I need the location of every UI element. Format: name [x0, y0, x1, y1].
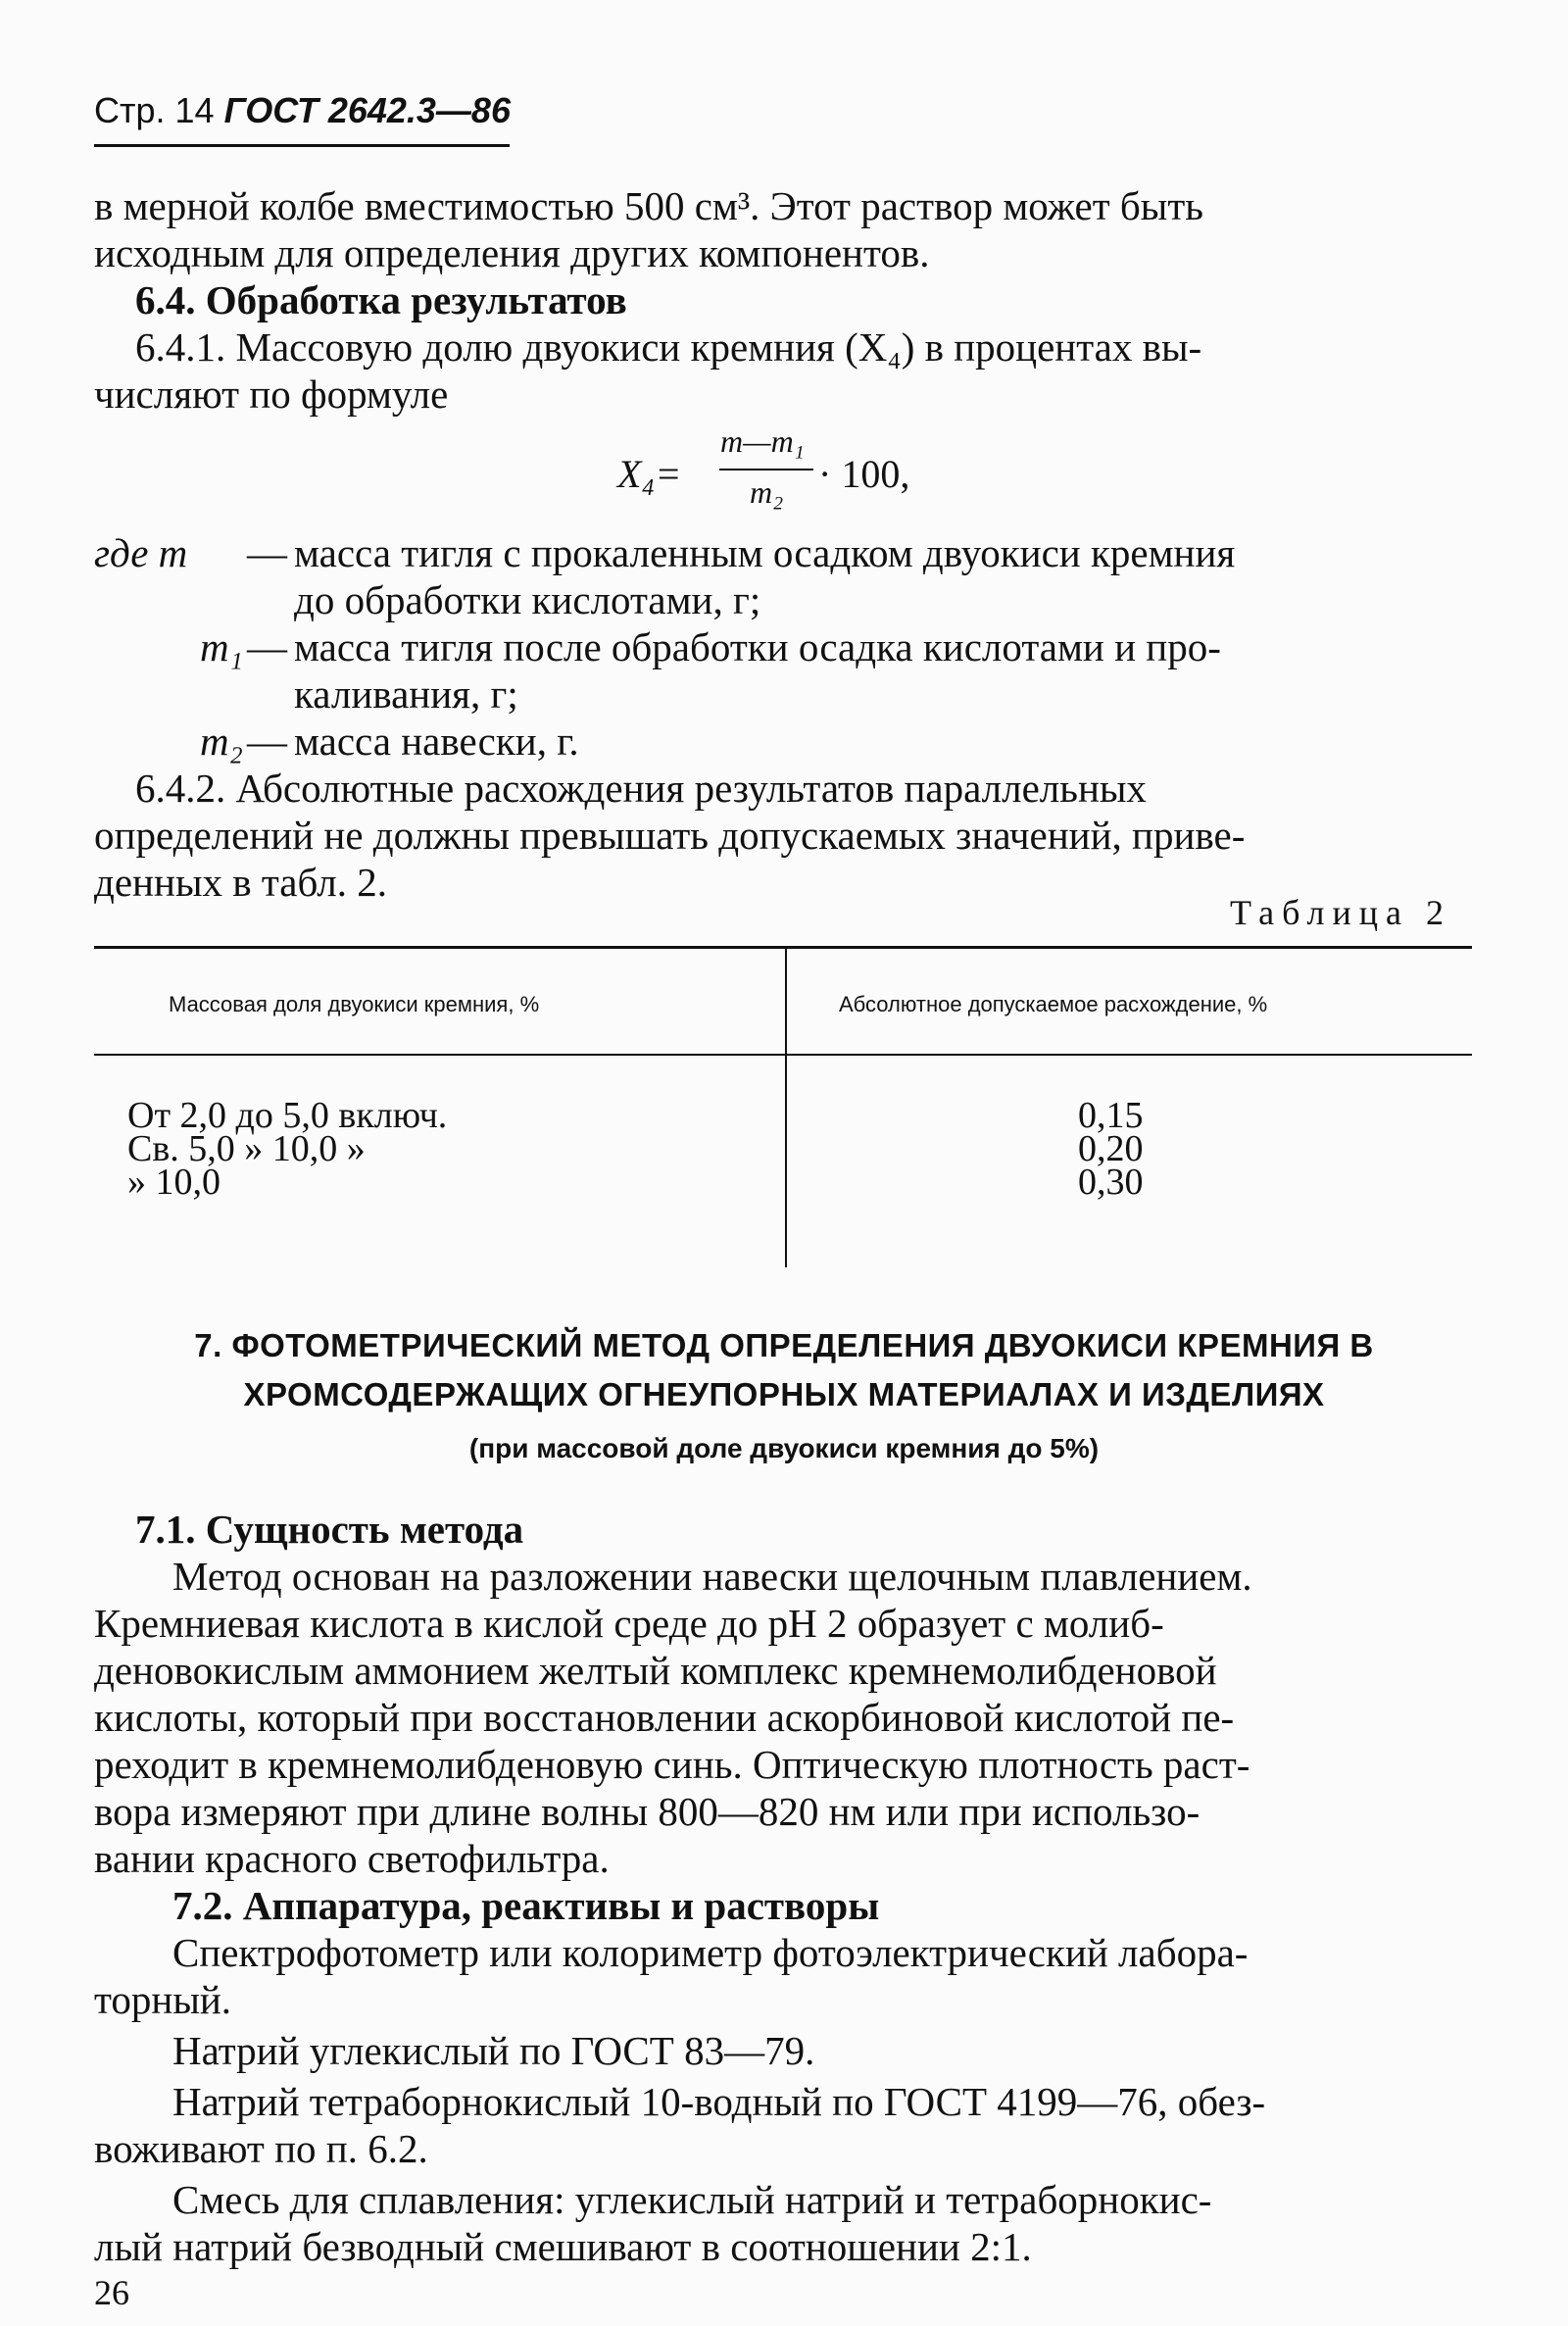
p642-line-3: денных в табл. 2. [94, 860, 388, 905]
table-top-rule [94, 946, 1472, 949]
page-label: Стр. 14 [94, 90, 215, 130]
where-text-m-1: масса тигля с прокаленным осадком двуокиси кремния [294, 530, 1236, 575]
s71-line-1: Метод основан на разложении навески щелочным плавлением. [172, 1554, 1252, 1599]
table-row-1-range: От 2,0 до 5,0 включ. [127, 1095, 448, 1136]
formula-denominator: m₂ [750, 474, 784, 510]
where-symbol-m: где m [94, 530, 188, 575]
table-row-2-value: 0,20 [1078, 1128, 1144, 1169]
running-header [94, 90, 511, 131]
where-dash-m1: — [247, 624, 287, 669]
where-symbol-m2: m₂ [200, 718, 243, 764]
s72-p1-line-2: торный. [94, 1977, 232, 2022]
p641-line-2: числяют по формуле [94, 371, 449, 417]
where-text-m2-1: масса навески, г. [294, 718, 579, 764]
table-column-divider [785, 949, 787, 1267]
table-caption: Таблица 2 [1230, 893, 1451, 932]
section-7-1-title: 7.1. Сущность метода [135, 1507, 524, 1552]
intro-line-2: исходным для определения других компонентов. [94, 230, 930, 275]
section-7-subheading: (при массовой доле двуокиси кремния до 5%) [468, 1433, 1100, 1463]
s71-line-4: кислоты, который при восстановлении аскорбиновой кислотой пе- [94, 1695, 1235, 1740]
table-row-2-range: Св. 5,0 » 10,0 » [127, 1128, 366, 1169]
s72-p1-line-1: Спектрофотометр или колориметр фотоэлектрический лабора- [172, 1930, 1249, 1975]
p642-line-1: 6.4.2. Абсолютные расхождения результатов параллельных [135, 766, 1147, 811]
column-header-tolerance: Абсолютное допускаемое расхождение, % [839, 992, 1268, 1016]
table-header-rule [94, 1054, 1472, 1056]
intro-line-1: в мерной колбе вместимостью 500 см³. Этот раствор может быть [94, 183, 1203, 228]
s71-line-5: реходит в кремнемолибденовую синь. Оптическую плотность раст- [94, 1742, 1250, 1787]
where-dash-m2: — [247, 718, 287, 764]
table-row-3-range: » 10,0 [127, 1162, 220, 1203]
where-text-m1-1: масса тигля после обработки осадка кислотами и про- [294, 624, 1221, 669]
s72-p3-line-1: Натрий тетраборнокислый 10-водный по ГОСТ 4199—76, обез- [172, 2079, 1266, 2124]
formula [617, 423, 941, 531]
p641-line-1: 6.4.1. Массовую долю двуокиси кремния (X₄) в процентах вы- [135, 324, 1202, 370]
section-7-2-title: 7.2. Аппаратура, реактивы и растворы [172, 1883, 880, 1928]
header-rule [94, 144, 510, 147]
column-header-mass-fraction: Массовая доля двуокиси кремния, % [169, 992, 540, 1016]
standard-number: ГОСТ 2642.3—86 [223, 90, 511, 130]
section-6-4-title: 6.4. Обработка результатов [135, 277, 627, 322]
fraction-bar [719, 469, 813, 470]
s72-p2: Натрий углекислый по ГОСТ 83—79. [172, 2028, 815, 2073]
s71-line-7: вании красного светофильтра. [94, 1836, 610, 1881]
s71-line-3: деновокислым аммонием желтый комплекс кремнемолибденовой [94, 1648, 1217, 1693]
s71-line-2: Кремниевая кислота в кислой среде до рН 2 образует с молиб- [94, 1601, 1164, 1646]
where-text-m1-2: каливания, г; [294, 671, 518, 717]
page-number: 26 [94, 2273, 129, 2312]
s72-p4-line-2: лый натрий безводный смешивают в соотношении 2:1. [94, 2224, 1032, 2269]
s72-p3-line-2: воживают по п. 6.2. [94, 2126, 428, 2171]
p642-line-2: определений не должны превышать допускаемых значений, приве- [94, 813, 1246, 858]
formula-tail: · 100, [818, 452, 910, 496]
section-7-heading-line-1: 7. ФОТОМЕТРИЧЕСКИЙ МЕТОД ОПРЕДЕЛЕНИЯ ДВУОКИСИ КРЕМНИЯ В [194, 1327, 1374, 1363]
s72-p4-line-1: Смесь для сплавления: углекислый натрий и тетраборнокис- [172, 2177, 1212, 2222]
where-symbol-m1: m₁ [200, 624, 243, 669]
where-text-m-2: до обработки кислотами, г; [294, 577, 761, 622]
s71-line-6: вора измеряют при длине волны 800—820 нм или при использо- [94, 1789, 1200, 1834]
table-row-3-value: 0,30 [1078, 1162, 1144, 1203]
table-row-1-value: 0,15 [1078, 1095, 1144, 1136]
section-7-heading-line-2: ХРОМСОДЕРЖАЩИХ ОГНЕУПОРНЫХ МАТЕРИАЛАХ И ИЗДЕЛИЯХ [243, 1376, 1325, 1412]
formula-lhs: X₄= [617, 452, 682, 496]
formula-numerator: m—m₁ [720, 423, 805, 459]
where-dash-m: — [247, 530, 287, 575]
